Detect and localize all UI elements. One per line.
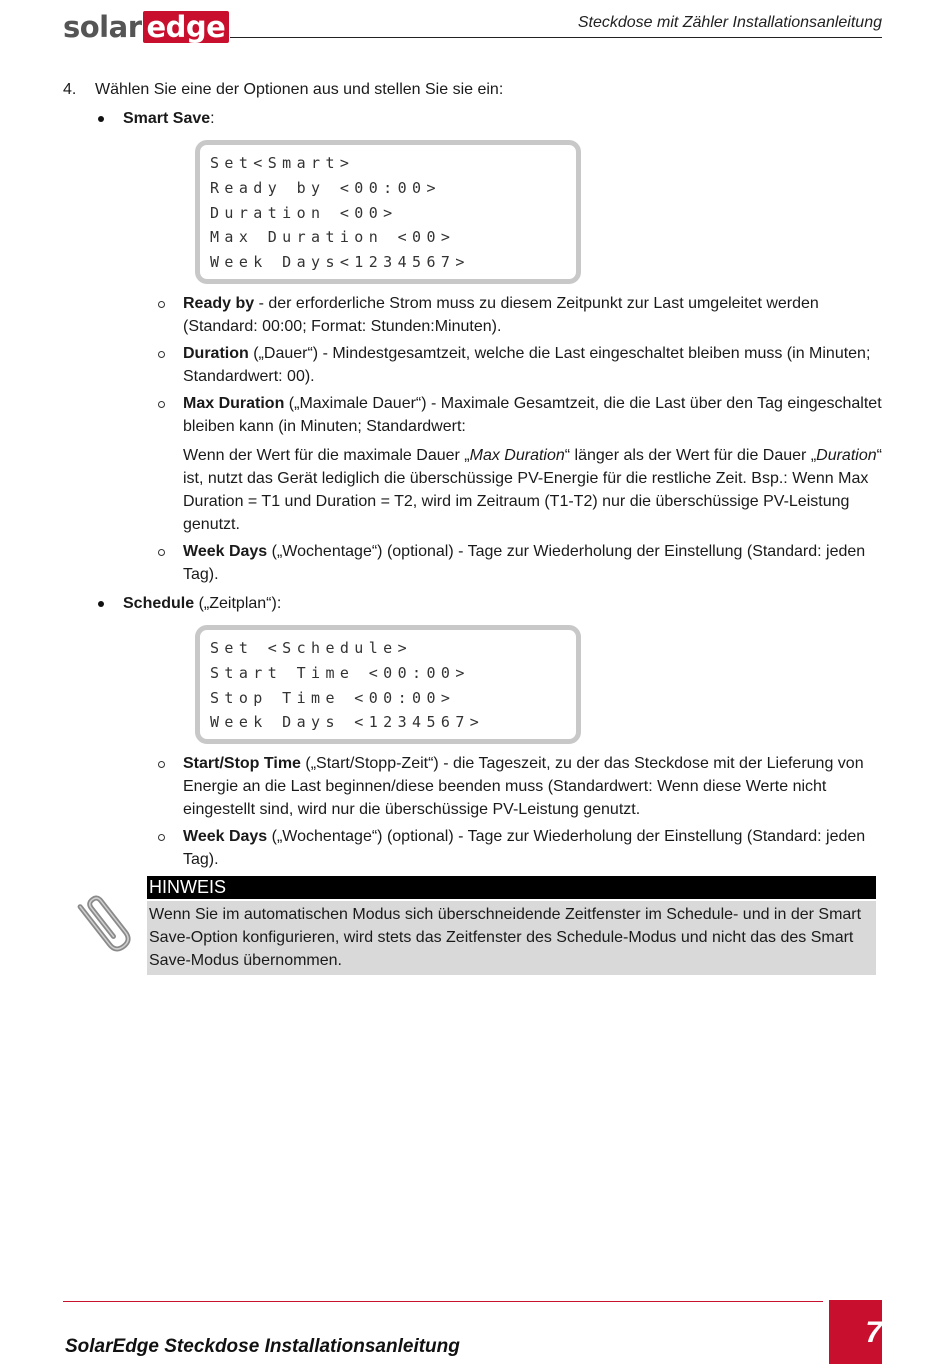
header-rule: [230, 37, 882, 38]
sub-item-max-duration: [63, 392, 883, 438]
smart-save-label: Smart Save: [123, 110, 211, 127]
lcd-line: Stop Time <00:00>: [210, 688, 456, 707]
step-text: Wählen Sie eine der Optionen aus und stellen Sie sie ein:: [95, 81, 504, 98]
footer-title: SolarEdge Steckdose Installationsanleitung: [65, 1336, 460, 1357]
max-duration-note: [63, 444, 883, 536]
smart-save-colon: :: [210, 110, 215, 127]
item-term: Max Duration: [183, 394, 285, 412]
sub-item-ready-by: [63, 292, 883, 338]
bullet-smart-save: [63, 107, 883, 130]
paperclip-icon: [73, 888, 139, 956]
bullet-dot-icon: [98, 116, 104, 122]
lcd-line: Max Duration <00>: [210, 228, 456, 247]
page-number: 7: [865, 1316, 882, 1349]
lcd-line: Start Time <00:00>: [210, 663, 470, 682]
bullet-dot-icon: [98, 601, 104, 607]
footer-rule: [63, 1301, 823, 1302]
item-text: - der erforderliche Strom muss zu diesem Zeitpunkt zur Last umgeleitet werden (Standard: 00:00; Format: Stunden:Minuten).: [183, 294, 819, 335]
bullet-schedule: [63, 592, 883, 615]
note-emphasis: Duration: [816, 446, 877, 464]
note-body: Wenn Sie im automatischen Modus sich überschneidende Zeitfenster im Schedule- und in der Smart Save-Option konfigurieren, wird stets das Zeitfenster des Schedule-Modus und nicht das des Smart Save-Modus übernommen.: [147, 901, 876, 975]
circle-bullet-icon: [158, 301, 165, 308]
lcd-smart-save: [195, 140, 581, 284]
sub-item-week-days: [63, 540, 883, 586]
item-text: („Maximale Dauer“) - Maximale Gesamtzeit, die die Last über den Tag eingeschaltet bleiben kann (in Minuten; Standardwert:: [183, 394, 882, 435]
main-content: [63, 78, 883, 871]
note-text: “ ist, nutzt das Gerät lediglich die überschüssige PV-Energie für die restliche Zeit. Bsp.: Wenn Max Duration = T1 und Duration = T2, wird im Zeitraum (T1-T2) nur die überschüssige PV-Leistung genutzt.: [183, 446, 882, 533]
document-header-title: Steckdose mit Zähler Installationsanleitung: [577, 14, 882, 31]
schedule-label: Schedule: [123, 594, 195, 612]
item-text: („Dauer“) - Mindestgesamtzeit, welche die Last eingeschaltet bleiben muss (in Minuten; Standardwert: 00).: [183, 344, 871, 385]
item-text: („Start/Stopp-Zeit“) - die Tageszeit, zu der das Steckdose mit der Lieferung von Energie an die Last beginnen/diese beenden muss (Standardwert: Wenn diese Werte nicht eingestellt sind, wird nur die überschüssige PV-Leistung genutzt.: [183, 755, 864, 819]
sub-item-start-stop-time: [63, 752, 883, 821]
lcd-schedule: [195, 625, 581, 744]
circle-bullet-icon: [158, 401, 165, 408]
lcd-line: Week Days <1234567>: [210, 713, 485, 732]
sub-item-schedule-week-days: [63, 825, 883, 871]
step-4: [63, 78, 883, 101]
sub-item-duration: [63, 342, 883, 388]
item-term: Week Days: [183, 542, 268, 560]
page-number-box: [829, 1300, 882, 1364]
circle-bullet-icon: [158, 549, 165, 556]
solaredge-logo: [63, 10, 229, 44]
item-term: Start/Stop Time: [183, 755, 301, 773]
item-term: Duration: [183, 344, 249, 362]
circle-bullet-icon: [158, 761, 165, 768]
item-term: Ready by: [183, 294, 255, 312]
step-number: 4.: [63, 81, 77, 98]
lcd-line: Ready by <00:00>: [210, 178, 441, 197]
lcd-line: Set<Smart>: [210, 154, 355, 172]
note-text: “ länger als der Wert für die Dauer „: [564, 446, 817, 464]
lcd-line: Duration <00>: [210, 203, 398, 222]
note-emphasis: Max Duration: [469, 446, 565, 464]
item-term: Week Days: [183, 828, 268, 846]
item-text: („Wochentage“) (optional) - Tage zur Wiederholung der Einstellung (Standard: jeden Tag).: [183, 542, 866, 583]
lcd-line: Week Days<1234567>: [210, 253, 470, 272]
item-text: („Wochentage“) (optional) - Tage zur Wiederholung der Einstellung (Standard: jeden Tag).: [183, 828, 866, 869]
circle-bullet-icon: [158, 834, 165, 841]
lcd-line: Set <Schedule>: [210, 638, 413, 657]
note-heading: HINWEIS: [147, 876, 876, 899]
schedule-suffix: („Zeitplan“):: [194, 594, 282, 612]
note-text: Wenn der Wert für die maximale Dauer „: [183, 446, 470, 464]
circle-bullet-icon: [158, 351, 165, 358]
note-box: [73, 876, 876, 975]
logo-solar-text: solar: [63, 10, 142, 44]
logo-edge-text: edge: [143, 11, 230, 43]
